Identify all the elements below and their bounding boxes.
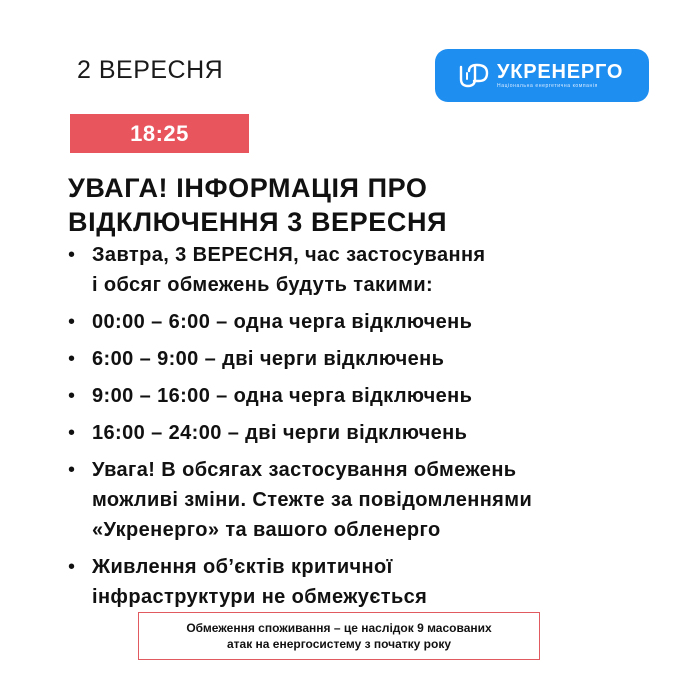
ukrenergo-logo [435, 49, 649, 102]
list-item [68, 381, 668, 411]
logo-name: УКРЕНЕРГО [497, 61, 624, 83]
bullet-icon: • [68, 556, 76, 578]
list-item [68, 418, 668, 448]
list-item-text: інфраструктури не обмежується [92, 586, 428, 608]
list-item [68, 240, 668, 300]
headline [68, 171, 628, 239]
list-item [68, 455, 668, 545]
bullet-icon: • [68, 348, 76, 370]
list-item-text: і обсяг обмежень будуть такими: [92, 274, 434, 296]
headline-line: ВІДКЛЮЧЕННЯ 3 ВЕРЕСНЯ [68, 207, 448, 237]
list-item-text: «Укренерго» та вашого обленерго [92, 519, 441, 541]
list-item-text: Завтра, 3 ВЕРЕСНЯ, час застосування [92, 244, 486, 266]
bullet-icon: • [68, 244, 76, 266]
list-item-text: можливі зміни. Стежте за повідомленнями [92, 489, 533, 511]
footnote-line: Обмеження споживання – це наслідок 9 масованих [186, 621, 492, 635]
bullet-icon: • [68, 422, 76, 444]
list-item-text: Живлення об’єктів критичної [92, 556, 393, 578]
footnote-box [138, 612, 540, 660]
time-banner [70, 114, 249, 153]
list-item-text: 16:00 – 24:00 – дві черги відключень [92, 422, 468, 444]
logo-subtitle: Національна енергетична компанія [497, 83, 598, 89]
bullet-icon: • [68, 385, 76, 407]
footnote-line: атак на енергосистему з початку року [226, 637, 452, 651]
ukrenergo-logo-icon [457, 61, 491, 91]
bullet-list [68, 240, 668, 612]
list-item-text: 6:00 – 9:00 – дві черги відключень [92, 348, 445, 370]
date-label: 2 ВЕРЕСНЯ [77, 56, 224, 84]
bullet-icon: • [68, 311, 76, 333]
bullet-icon: • [68, 459, 76, 481]
logo-text [497, 61, 623, 90]
list-item [68, 552, 668, 612]
list-item-text: 9:00 – 16:00 – одна черга відключень [92, 385, 473, 407]
list-item-text: Увага! В обсягах застосування обмежень [92, 459, 517, 481]
headline-line: УВАГА! ІНФОРМАЦІЯ ПРО [68, 173, 428, 203]
list-item [68, 307, 668, 337]
list-item-text: 00:00 – 6:00 – одна черга відключень [92, 311, 473, 333]
list-item [68, 344, 668, 374]
time-label: 18:25 [130, 120, 189, 146]
